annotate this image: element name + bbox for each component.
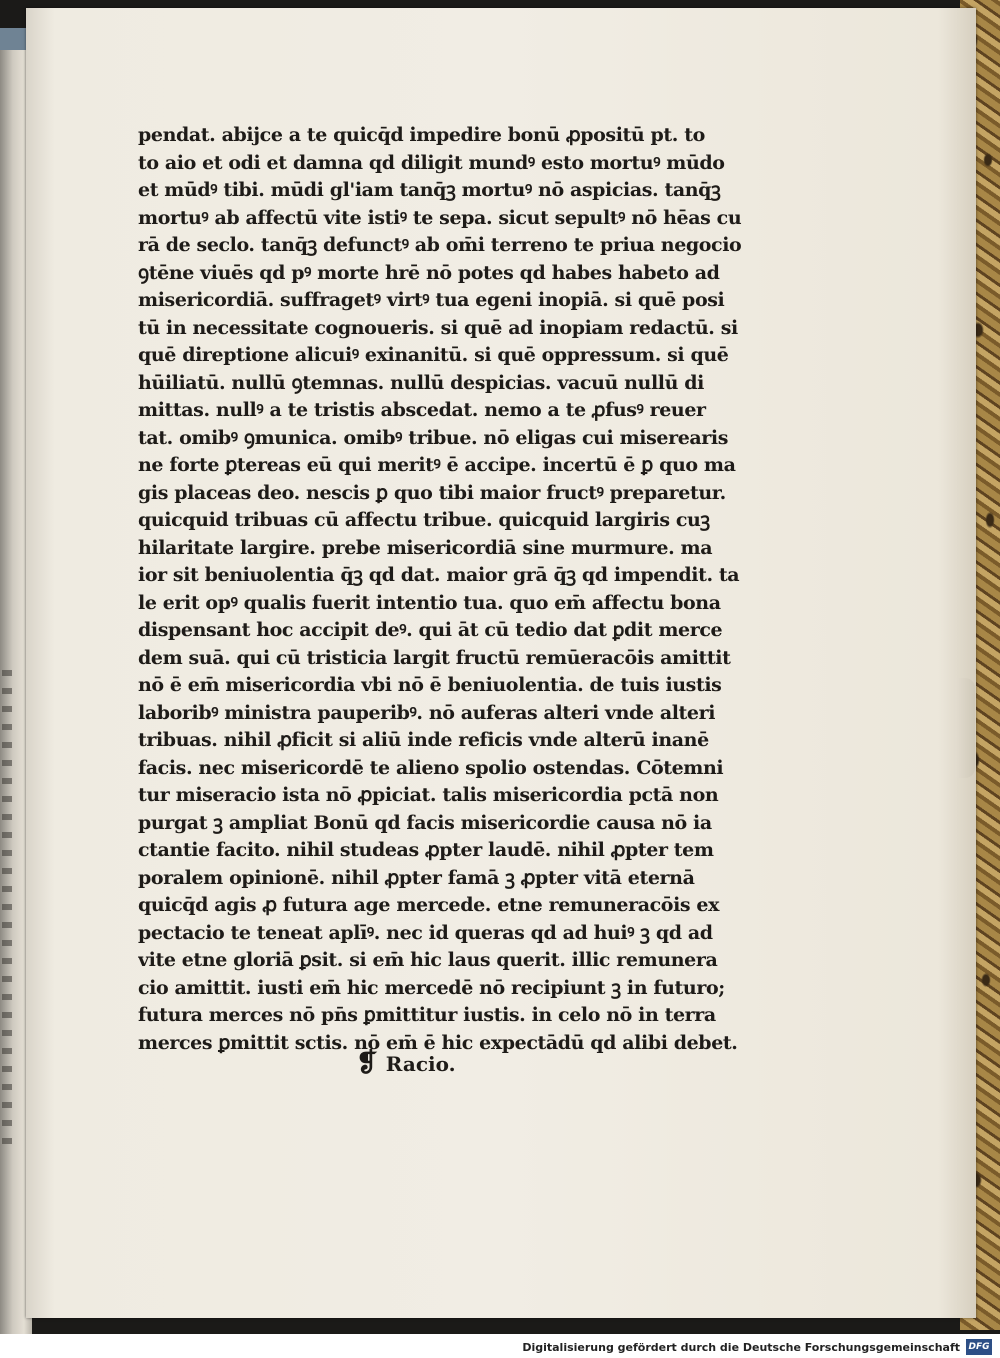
text-line: dispensant hoc accipit deꝰ. qui āt cū tedio dat ꝑdit merce <box>138 619 723 641</box>
footer-credit: Digitalisierung gefördert durch die Deutsche Forschungsgemeinschaft <box>522 1341 960 1354</box>
text-line: laboribꝰ ministra pauperibꝰ. nō auferas alteri vnde alteri <box>138 701 716 724</box>
book-page <box>26 8 976 1318</box>
text-block <box>138 122 758 1057</box>
text-line: ctantie facito. nihil studeas ꝓpter laudē. nihil ꝓpter tem <box>138 839 714 861</box>
text-line: gis placeas deo. nescis ꝑ quo tibi maior fructꝰ preparetur. <box>138 481 726 504</box>
text-line: quicq̄d agis ꝓ futura age mercede. etne remuneracōis ex <box>138 894 720 916</box>
dfg-logo: DFG <box>966 1339 992 1355</box>
text-line: ne forte ꝑtereas eū qui meritꝰ ē accipe. incertū ē ꝑ quo ma <box>138 454 736 476</box>
left-page-marks <box>2 670 12 1150</box>
text-line: quē direptione alicuiꝰ exinanitū. si quē oppressum. si quē <box>138 344 729 366</box>
text-line: pectacio te teneat aplīꝰ. nec id queras qd ad huiꝰ ꝫ qd ad <box>138 921 713 944</box>
footer-bar <box>0 1334 1000 1358</box>
text-line: purgat ꝫ ampliat Bonū qd facis misericordie causa nō ia <box>138 811 712 834</box>
text-line: tat. omibꝰ ꝯmunica. omibꝰ tribue. nō eligas cui miserearis <box>138 426 729 449</box>
text-line: futura merces nō pn̄s ꝑmittitur iustis. in celo nō in terra <box>138 1004 716 1026</box>
text-line: misericordiā. suffragetꝰ virtꝰ tua egeni inopiā. si quē posi <box>138 289 725 311</box>
text-line: tur miseracio ista nō ꝓpiciat. talis misericordia pctā non <box>138 784 719 806</box>
text-line: ior sit beniuolentia q̄ꝫ qd dat. maior grā q̄ꝫ qd impendit. ta <box>138 564 740 586</box>
rubric-text: Racio. <box>385 1052 456 1076</box>
text-line: merces ꝑmittit sctis. nō em̄ ē hic expectādū qd alibi debet. <box>138 1031 738 1054</box>
text-line: hilaritate largire. prebe misericordiā sine murmure. ma <box>138 536 713 559</box>
text-line: tribuas. nihil ꝓficit si aliū inde reficis vnde alterū inanē <box>138 729 709 751</box>
rubric-heading <box>356 1048 456 1078</box>
text-line: rā de seclo. tanq̄ꝫ defunctꝰ ab om̄i terreno te priua negocio <box>138 234 742 256</box>
text-line: to aio et odi et damna qd diligit mundꝰ esto mortuꝰ mūdo <box>138 151 725 174</box>
text-line: facis. nec misericordē te alieno spolio ostendas. Cōtemni <box>138 756 724 779</box>
text-line: poralem opinionē. nihil ꝓpter famā ꝫ ꝓpter vitā eternā <box>138 866 695 889</box>
text-line: dem suā. qui cū tristicia largit fructū remūeracōis amittit <box>138 646 731 669</box>
page-fold-tab <box>955 678 975 778</box>
text-line: cio amittit. iusti em̄ hic mercedē nō recipiunt ꝫ in futuro; <box>138 976 725 999</box>
text-line: tū in necessitate cognoueris. si quē ad inopiam redactū. si <box>138 316 738 339</box>
text-line: et mūdꝰ tibi. mūdi gl'iam tanq̄ꝫ mortuꝰ nō aspicias. tanq̄ꝫ <box>138 179 721 201</box>
text-line: mortuꝰ ab affectū vite istiꝰ te sepa. sicut sepultꝰ nō hēas cu <box>138 206 742 229</box>
text-line: nō ē em̄ misericordia vbi nō ē beniuolentia. de tuis iustis <box>138 674 722 696</box>
text-line: hūiliatū. nullū ꝯtemnas. nullū despicias. vacuū nullū di <box>138 371 704 394</box>
text-line: le erit opꝰ qualis fuerit intentio tua. quo em̄ affectu bona <box>138 591 721 614</box>
text-line: vite etne gloriā ꝑsit. si em̄ hic laus querit. illic remunera <box>138 949 718 971</box>
pilcrow-mark: ❡ <box>356 1048 378 1078</box>
text-line: ꝯtēne viuēs qd pꝰ morte hrē nō potes qd habes habeto ad <box>138 261 720 284</box>
text-line: pendat. abijce a te quicq̄d impedire bonū ꝓpositū pt. to <box>138 124 705 146</box>
text-line: mittas. nullꝰ a te tristis abscedat. nemo a te ꝓfusꝰ reuer <box>138 399 706 421</box>
text-line: quicquid tribuas cū affectu tribue. quicquid largiris cuꝫ <box>138 509 710 531</box>
